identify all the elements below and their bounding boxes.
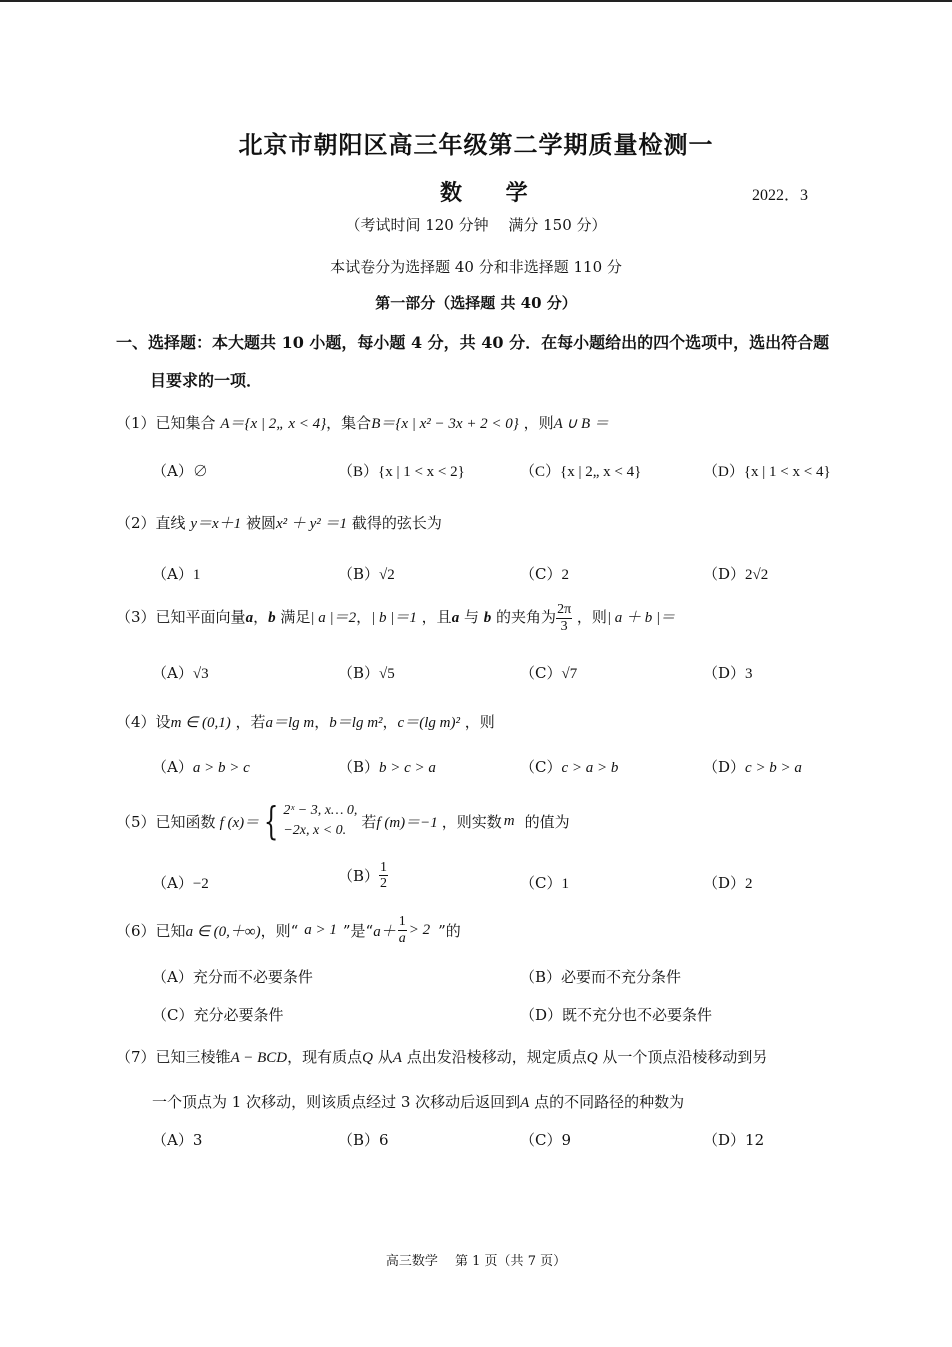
q4-option-d xyxy=(703,756,802,777)
q6-option-c: （C）充分必要条件 xyxy=(152,1006,284,1024)
q1-mid: ，集合 xyxy=(326,414,372,432)
q3-with: 与 xyxy=(463,608,479,626)
q4-c-def: c＝(lg m)² xyxy=(397,715,460,731)
q3-cond-b: | b |＝1 xyxy=(371,610,417,626)
q6-s2-post: > 2 xyxy=(408,921,431,938)
q3-mid1: 满足 xyxy=(280,608,311,626)
q3-and-a: a xyxy=(451,610,460,626)
question-4: （4）设m ∈ (0,1) ，若a＝lg m，b＝lg m²，c＝(lg m)² ，则 xyxy=(116,713,495,731)
q6-mid1: ，则“ xyxy=(260,921,299,940)
q3-angle-fraction xyxy=(556,602,572,634)
question-7-line1 xyxy=(116,1046,767,1067)
q2-mid: 被圆 xyxy=(245,514,276,532)
q7-number: （7） xyxy=(116,1048,156,1066)
q6-option-a: （A）充分而不必要条件 xyxy=(152,968,313,986)
q4-mid: ，若 xyxy=(235,713,266,731)
q2-value-b: √2 xyxy=(379,567,395,583)
q3-value-b: √5 xyxy=(379,666,395,682)
q6-mid2: ”是“ xyxy=(342,921,374,940)
q5-b-den: 2 xyxy=(380,876,388,892)
q2-number: （2） xyxy=(116,514,156,532)
q5-pre: 已知函数 xyxy=(155,812,216,831)
q3-and-b: b xyxy=(483,610,492,626)
q2-label-a: （A） xyxy=(152,565,193,583)
q3-pre: 已知平面向量 xyxy=(155,608,246,626)
q6-pre: 已知 xyxy=(155,921,186,940)
q3-label-c: （C） xyxy=(520,664,562,682)
q7-a2: A xyxy=(520,1095,530,1111)
q3-option-b xyxy=(338,662,395,683)
q2-circle: x² ＋ y² ＝1 xyxy=(275,516,348,532)
question-2 xyxy=(116,512,442,533)
q6-s2-den: a xyxy=(398,930,406,946)
exam-info: （考试时间 120 分钟 满分 150 分） xyxy=(345,216,607,234)
q3-post: ，则 xyxy=(576,608,607,626)
q2-pre: 直线 xyxy=(155,514,186,532)
q2-value-d: 2√2 xyxy=(745,567,769,583)
q2-value-c: 2 xyxy=(561,567,569,583)
q3-comma: ， xyxy=(356,608,372,626)
q7-line1-b: ，现有质点 xyxy=(287,1048,363,1066)
q7-q2: Q xyxy=(586,1050,598,1066)
q4-value-d: c > b > a xyxy=(745,760,802,776)
q5-number: （5） xyxy=(116,812,156,831)
q5-label-a: （A） xyxy=(152,874,193,892)
q3-sep: ， xyxy=(253,608,269,626)
q1-expr: A ∪ B ＝ xyxy=(553,416,609,432)
q5-brace-icon: { xyxy=(263,799,279,843)
exam-title: 北京市朝阳区高三年级第二学期质量检测一 xyxy=(238,130,714,159)
q5-option-d xyxy=(703,872,753,893)
q5-value-c: 1 xyxy=(561,876,569,892)
q5-label-b: （B） xyxy=(338,867,380,886)
q5-label-c: （C） xyxy=(520,874,562,892)
q5-mid: 若 xyxy=(361,812,377,831)
q7-option-c: （C）9 xyxy=(520,1131,572,1149)
q3-vec-b: b xyxy=(268,610,276,626)
q2-option-b xyxy=(338,563,395,584)
q4-label-b: （B） xyxy=(338,758,380,776)
q1-pre: 已知集合 xyxy=(155,414,216,432)
q1-post: ，则 xyxy=(523,414,554,432)
q7-tetra: A − BCD xyxy=(230,1050,288,1066)
q3-vec-a: a xyxy=(245,610,254,626)
q4-b-def: b＝lg m² xyxy=(329,715,383,731)
q3-label-a: （A） xyxy=(152,664,193,682)
q3-expr: | a ＋ b |＝ xyxy=(606,610,676,626)
q3-label-d: （D） xyxy=(703,664,746,682)
exam-intro: 本试卷分为选择题 40 分和非选择题 110 分 xyxy=(330,258,622,276)
q5-piece1: 2ˣ − 3, x… 0, xyxy=(283,803,358,818)
q4-option-c xyxy=(520,756,618,777)
top-border xyxy=(0,0,952,2)
q2-label-b: （B） xyxy=(338,565,380,583)
q7-option-a: （A）3 xyxy=(152,1131,203,1149)
q4-value-b: b > c > a xyxy=(379,760,436,776)
q3-option-a xyxy=(152,662,209,683)
page-footer: 高三数学 第 1 页（共 7 页） xyxy=(385,1254,567,1269)
q3-angle-text: 的夹角为 xyxy=(496,608,557,626)
q1-option-d: （D）{x | 1 < x < 4} xyxy=(703,464,831,480)
q6-s2-pre: a＋ xyxy=(373,923,396,940)
q3-value-c: √7 xyxy=(561,666,578,682)
section-heading-line1: 一、选择题：本大题共 10 小题，每小题 4 分，共 40 分．在每小题给出的四个选项中，选出符合题 xyxy=(116,333,830,352)
q7-line2-a: 一个顶点为 1 次移动，则该质点经过 3 次移动后返回到 xyxy=(152,1093,521,1111)
q6-option-d: （D）既不充分也不必要条件 xyxy=(520,1006,713,1024)
q1-set-b: B＝{x | x² − 3x + 2 < 0} xyxy=(371,416,519,432)
q5-var: m xyxy=(503,812,515,829)
q4-cond: m ∈ (0,1) xyxy=(170,715,231,731)
q6-option-b: （B）必要而不充分条件 xyxy=(520,968,682,986)
q4-pre: 设 xyxy=(155,713,171,731)
q2-line: y＝x＋1 xyxy=(190,516,242,532)
q4-number: （4） xyxy=(116,713,156,731)
question-1 xyxy=(116,412,609,433)
question-6 xyxy=(116,910,461,950)
q7-line1-d: 点出发沿棱移动，规定质点 xyxy=(406,1048,587,1066)
q5-piecewise xyxy=(283,801,357,841)
q6-number: （6） xyxy=(116,921,156,940)
q1-option-a: （A）∅ xyxy=(152,462,208,480)
q4-option-a xyxy=(152,756,250,777)
q3-label-b: （B） xyxy=(338,664,380,682)
q6-s2-num: 1 xyxy=(398,914,406,930)
section-heading-line2: 目要求的一项． xyxy=(150,371,263,390)
q1-option-b: （B）{x | 1 < x < 2} xyxy=(338,464,465,480)
q7-option-d: （D）12 xyxy=(703,1131,765,1149)
q3-number: （3） xyxy=(116,608,156,626)
q3-value-a: √3 xyxy=(192,666,209,682)
q1-number: （1） xyxy=(116,414,156,432)
part-title: 第一部分（选择题 共 40 分） xyxy=(375,294,577,312)
q4-option-b xyxy=(338,756,436,777)
q5-b-num: 1 xyxy=(380,860,388,875)
q7-line1-e: 从一个顶点沿棱移动到另 xyxy=(602,1048,768,1066)
q6-post: ”的 xyxy=(438,921,461,940)
q2-value-a: 1 xyxy=(192,567,201,583)
q3-angle-den: 3 xyxy=(560,618,568,634)
q7-line2-b: 点的不同路径的种数为 xyxy=(534,1093,685,1111)
q6-cond: a ∈ (0,＋∞) xyxy=(185,923,261,940)
q4-post: ，则 xyxy=(464,713,495,731)
q3-option-d xyxy=(703,662,753,683)
q2-label-c: （C） xyxy=(520,565,562,583)
q5-value-d: 2 xyxy=(745,876,753,892)
q3-option-c xyxy=(520,662,577,683)
q7-a1: A xyxy=(392,1050,402,1066)
q5-option-a xyxy=(152,872,209,893)
q4-label-a: （A） xyxy=(152,758,193,776)
q2-option-c xyxy=(520,563,569,584)
q5-piece2: −2x, x < 0. xyxy=(283,823,347,838)
q2-option-d xyxy=(703,563,768,584)
q3-angle-num: 2π xyxy=(557,602,572,618)
exam-date: 2022．3 xyxy=(752,187,809,204)
q5-post2: 的值为 xyxy=(524,812,570,831)
q6-s1: a > 1 xyxy=(304,921,337,938)
q7-line1-a: 已知三棱锥 xyxy=(155,1048,231,1066)
q3-value-d: 3 xyxy=(745,666,753,682)
q3-cond-a: | a |＝2 xyxy=(310,610,357,626)
q4-label-d: （D） xyxy=(703,758,746,776)
q5-option-c xyxy=(520,872,569,893)
q4-value-a: a > b > c xyxy=(192,760,250,776)
q4-label-c: （C） xyxy=(520,758,562,776)
q4-a-def: a＝lg m xyxy=(265,715,315,731)
question-3 xyxy=(116,601,675,634)
q7-line1-c: 从 xyxy=(377,1048,393,1066)
q4-value-c: c > a > b xyxy=(561,760,619,776)
question-7-line2 xyxy=(152,1091,684,1112)
q5-cond: f (m)＝−1 xyxy=(376,814,438,831)
q5-fx: f (x)＝ xyxy=(219,814,260,831)
q2-label-d: （D） xyxy=(703,565,746,583)
q5-value-a: −2 xyxy=(192,876,209,892)
subject-title: 数 学 xyxy=(440,180,546,206)
q2-option-a xyxy=(152,563,200,584)
question-5 xyxy=(116,796,570,846)
q5-value-b xyxy=(379,860,388,892)
q2-post: 截得的弦长为 xyxy=(351,514,442,532)
q7-q1: Q xyxy=(362,1050,373,1066)
q7-option-b: （B）6 xyxy=(338,1131,389,1149)
q1-set-a: A＝{x | 2„ x < 4} xyxy=(220,416,327,432)
q5-label-d: （D） xyxy=(703,874,746,892)
q3-mid2: ，且 xyxy=(421,608,452,626)
q1-option-c: （C）{x | 2„ x < 4} xyxy=(520,464,642,480)
q5-option-b xyxy=(338,860,388,892)
q5-post: ，则实数 xyxy=(441,812,502,831)
q6-fraction xyxy=(398,914,407,946)
